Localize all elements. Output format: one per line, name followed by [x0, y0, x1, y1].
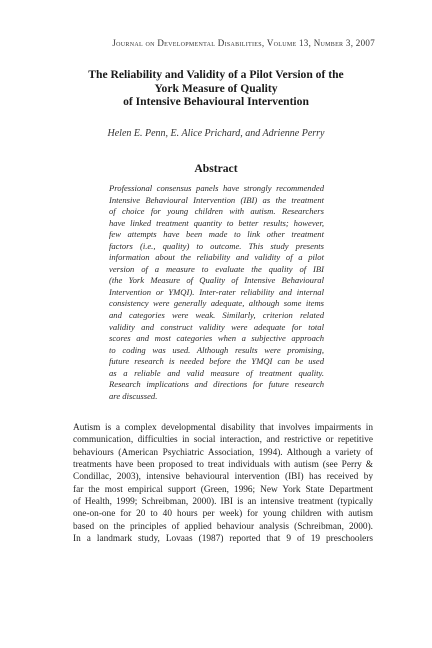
abstract-line: information about the reliability and validity of a pilot: [109, 252, 324, 263]
abstract-line: factors (i.e., quality) to outcome. This study presents: [109, 240, 324, 251]
title-line: York Measure of Quality: [154, 81, 278, 95]
body-line: of Health, 1999; Schreibman, 2000). IBI is an intensive treatment (typically: [73, 497, 373, 508]
abstract-line: few attempts have been made to link other treatment: [109, 229, 324, 240]
abstract-line: consistency were generally adequate, although some items: [109, 298, 324, 309]
abstract-line: version of a measure to evaluate the quality of IBI: [109, 263, 324, 274]
abstract-line: future research is needed before the YMQI can be used: [109, 356, 324, 367]
body-line: communication, difficulties in social interaction, and restrictive or repetitive: [73, 435, 373, 446]
author-list: Helen E. Penn, E. Alice Prichard, and Adrienne Perry: [107, 128, 325, 139]
abstract-line: validity and construct validity were adequate for total: [109, 321, 324, 332]
abstract-line: Intervention or YMQI). Inter-rater reliability and internal: [109, 286, 324, 297]
article-title: [60, 68, 372, 109]
abstract-line: Professional consensus panels have strongly recommended: [109, 183, 324, 193]
abstract-heading: Abstract: [194, 162, 238, 175]
title-line: The Reliability and Validity of a Pilot Version of the: [88, 68, 344, 81]
abstract-line: scores and most categories when a subjective approach: [109, 333, 324, 344]
body-line: treatments have been proposed to treat individuals with autism (see Perry &: [73, 460, 373, 471]
abstract-line: Research implications and directions for future research: [109, 379, 324, 390]
body-line: Condillac, 2003), intensive behavioural intervention (IBI) has received by: [73, 472, 373, 483]
abstract-line: (the York Measure of Quality of Intensive Behavioural: [109, 275, 324, 286]
abstract-line: of choice for young children with autism. Researchers: [109, 206, 324, 217]
body-line: behaviours (American Psychiatric Association, 1994). Although a variety of: [73, 447, 373, 458]
abstract-line: as a reliable and valid measure of treatment quality.: [109, 367, 324, 378]
abstract-line: and categories were weak. Similarly, criterion related: [109, 310, 324, 321]
body-line: Autism is a complex developmental disability that involves impairments in: [73, 423, 373, 433]
body-line: one-on-one for 20 to 40 hours per week) for young children with autism: [73, 509, 373, 520]
abstract-line: to coding was used. Although results were promising,: [109, 344, 324, 355]
abstract-line: Intensive Behavioural Intervention (IBI) as the treatment: [109, 194, 324, 205]
body-line: far the most empirical support (Green, 1996; New York State Department: [73, 484, 373, 495]
body-line: based on the principles of applied behaviour analysis (Schreibman, 2000).: [73, 521, 373, 532]
title-line: of Intensive Behavioural Intervention: [123, 95, 309, 109]
body-line: In a landmark study, Lovaas (1987) reported that 9 of 19 preschoolers: [73, 534, 373, 545]
abstract-line: are discussed.: [109, 390, 158, 401]
abstract-line: have linked treatment quantity to better results; however,: [109, 217, 324, 228]
running-head: Journal on Developmental Disabilities, Volume 13, Number 3, 2007: [112, 38, 375, 48]
body-paragraph: [73, 422, 373, 545]
abstract-body: [109, 183, 324, 402]
